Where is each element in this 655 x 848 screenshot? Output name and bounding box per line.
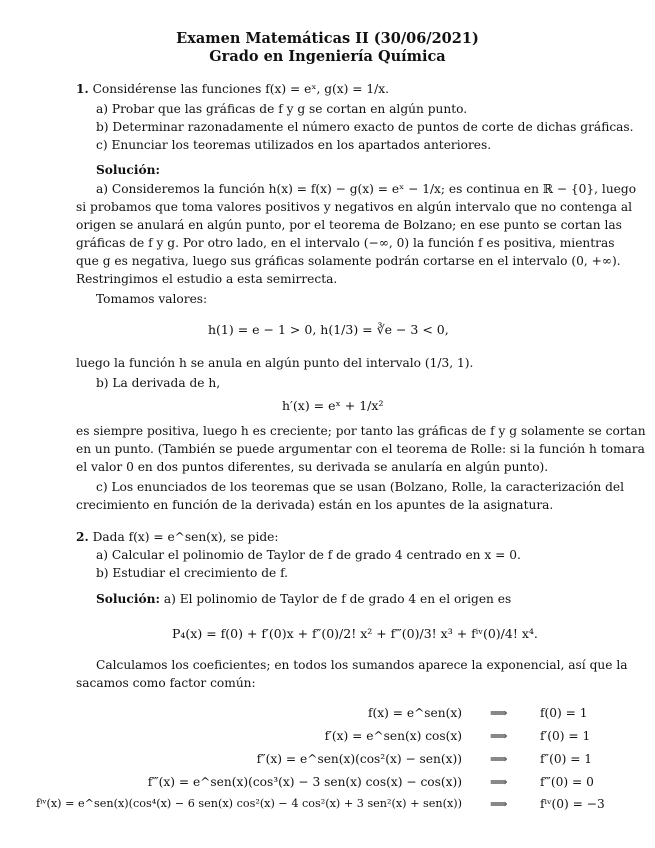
- problem1-item-b: b) Determinar razonadamente el número exacto de puntos de corte de dichas gráficas.: [96, 120, 634, 134]
- sol1b-line: es siempre positiva, luego h es creciente; por tanto las gráficas de f y g solamente se cortan: [76, 424, 646, 438]
- problem2-solution-label: Solución:: [96, 592, 160, 606]
- sol2a-intro-line: [96, 590, 511, 608]
- problem1-item-c: c) Enunciar los teoremas utilizados en los apartados anteriores.: [96, 138, 492, 152]
- sol1a-line: si probamos que toma valores positivos y negativos en algún intervalo que no contenga al: [76, 200, 633, 214]
- problem1-number: 1.: [76, 82, 89, 96]
- equation-derivative: h′(x) = eˣ + 1/x²: [282, 398, 384, 413]
- problem2-statement: [76, 528, 278, 546]
- sol1a-line: origen se anulará en algún punto, por el teorema de Bolzano; en ese punto se cortan las: [76, 218, 622, 232]
- problem1-text: Considérense las funciones f(x) = eˣ, g(x) = 1/x.: [92, 82, 390, 96]
- deriv-lhs: f′(x) = e^sen(x) cos(x): [324, 729, 462, 743]
- implies-arrow: ⟹: [490, 752, 508, 766]
- deriv-rhs: f‴(0) = 0: [540, 775, 594, 789]
- exam-title: Examen Matemáticas II (30/06/2021): [176, 30, 479, 47]
- deriv-rhs: f′(0) = 1: [540, 729, 591, 743]
- calc-line: sacamos como factor común:: [76, 676, 256, 690]
- deriv-rhs: fⁱᵛ(0) = −3: [540, 797, 605, 811]
- deriv-lhs: f(x) = e^sen(x): [368, 706, 462, 720]
- calc-line: Calculamos los coeficientes; en todos los sumandos aparece la exponencial, así que la: [96, 658, 628, 672]
- sol2a-intro: a) El polinomio de Taylor de f de grado 4 en el origen es: [163, 592, 512, 606]
- implies-arrow: ⟹: [490, 775, 508, 789]
- deriv-rhs: f″(0) = 1: [540, 752, 593, 766]
- implies-arrow: ⟹: [490, 706, 508, 720]
- sol1c-line: c) Los enunciados de los teoremas que se usan (Bolzano, Rolle, la caracterización del: [96, 480, 624, 494]
- problem1-statement: [76, 80, 389, 98]
- problem2-item-b: b) Estudiar el crecimiento de f.: [96, 566, 289, 580]
- problem2-text: Dada f(x) = e^sen(x), se pide:: [92, 530, 279, 544]
- deriv-lhs: f″(x) = e^sen(x)(cos²(x) − sen(x)): [256, 752, 462, 766]
- deriv-lhs: f‴(x) = e^sen(x)(cos³(x) − 3 sen(x) cos(x) − cos(x)): [147, 775, 462, 789]
- problem1-item-a: a) Probar que las gráficas de f y g se cortan en algún punto.: [96, 102, 468, 116]
- sol1c-line: crecimiento en función de la derivada) están en los apuntes de la asignatura.: [76, 498, 554, 512]
- sol1a-line: que g es negativa, luego sus gráficas solamente podrán cortarse en el intervalo (0, +∞).: [76, 254, 621, 268]
- problem2-item-a: a) Calcular el polinomio de Taylor de f de grado 4 centrado en x = 0.: [96, 548, 521, 562]
- deriv-rhs: f(0) = 1: [540, 706, 588, 720]
- equation-h-values: h(1) = e − 1 > 0, h(1/3) = ∛e − 3 < 0,: [208, 322, 449, 337]
- luego-line: luego la función h se anula en algún punto del intervalo (1/3, 1).: [76, 356, 474, 370]
- tomamos-valores: Tomamos valores:: [96, 292, 208, 306]
- sol1a-line: gráficas de f y g. Por otro lado, en el intervalo (−∞, 0) la función f es positiva, mientras: [76, 236, 615, 250]
- sol1b-line: en un punto. (También se puede argumentar con el teorema de Rolle: si la función h tomara: [76, 442, 645, 456]
- implies-arrow: ⟹: [490, 729, 508, 743]
- sol1a-line: a) Consideremos la función h(x) = f(x) − g(x) = eˣ − 1/x; es continua en ℝ − {0}, luego: [96, 182, 637, 196]
- exam-subtitle: Grado en Ingeniería Química: [209, 48, 446, 65]
- sol1a-line: Restringimos el estudio a esta semirrecta.: [76, 272, 338, 286]
- deriv-lhs: fⁱᵛ(x) = e^sen(x)(cos⁴(x) − 6 sen(x) cos²(x) − 4 cos²(x) + 3 sen²(x) + sen(x)): [35, 797, 462, 810]
- implies-arrow: ⟹: [490, 797, 508, 811]
- problem1-solution-label: Solución:: [96, 163, 160, 177]
- equation-taylor: P₄(x) = f(0) + f′(0)x + f″(0)/2! x² + f‴(0)/3! x³ + fⁱᵛ(0)/4! x⁴.: [172, 626, 538, 641]
- sol1b-line: el valor 0 en dos puntos diferentes, su derivada se anularía en algún punto).: [76, 460, 549, 474]
- sol1b-intro: b) La derivada de h,: [96, 376, 221, 390]
- problem2-number: 2.: [76, 530, 89, 544]
